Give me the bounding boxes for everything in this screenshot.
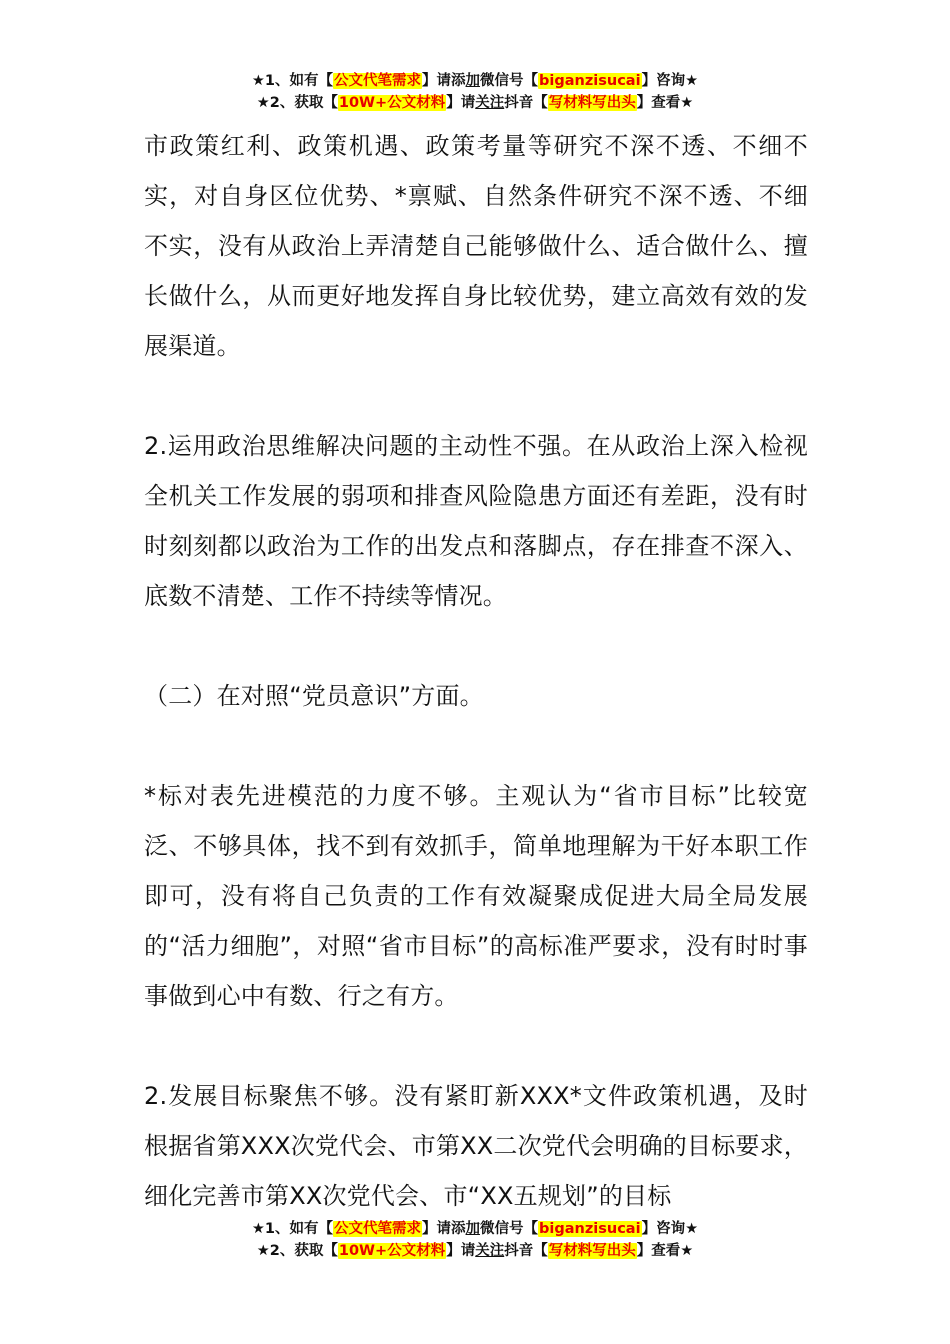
footer-line-2: ★2、获取【10W+公文材料】请关注抖音【写材料写出头】查看★ <box>256 1243 694 1259</box>
document-body <box>144 121 808 1221</box>
paragraph-gap <box>144 721 808 771</box>
paragraph-2: 2.运用政治思维解决问题的主动性不强。在从政治上深入检视全机关工作发展的弱项和排查风险隐患方面还有差距，没有时时刻刻都以政治为工作的出发点和落脚点，存在排查不深入、底数不清楚、工作不持续等情况。 <box>144 432 808 610</box>
paragraph-3: *标对表先进模范的力度不够。主观认为“省市目标”比较宽泛、不够具体，找不到有效抓手，简单地理解为干好本职工作即可，没有将自己负责的工作有效凝聚成促进大局全局发展的“活力细胞”，对照“省市目标”的高标准严要求，没有时时事事做到心中有数、行之有方。 <box>144 782 808 1010</box>
highlight-douyin-id: 写材料写出头 <box>548 95 636 111</box>
highlight-douyin-id: 写材料写出头 <box>548 1243 636 1259</box>
paragraph-4: 2.发展目标聚焦不够。没有紧盯新XXX*文件政策机遇，及时根据省第XXX次党代会、市第XX二次党代会明确的目标要求，细化完善市第XX次党代会、市“XX五规划”的目标 <box>144 1082 809 1210</box>
header-banner <box>0 70 950 114</box>
footer-banner <box>0 1218 950 1262</box>
highlight-materials: 10W+公文材料 <box>338 1243 446 1259</box>
footer-line-1: ★1、如有【公文代笔需求】请添加微信号【biganzisucai】咨询★ <box>251 1221 699 1237</box>
header-line-1: ★1、如有【公文代笔需求】请添加微信号【biganzisucai】咨询★ <box>251 73 699 89</box>
paragraph-gap <box>144 621 808 671</box>
paragraph-gap <box>144 1021 808 1071</box>
highlight-materials: 10W+公文材料 <box>338 95 446 111</box>
highlight-wechat-id: biganzisucai <box>539 73 641 89</box>
highlight-service: 公文代笔需求 <box>334 1221 422 1237</box>
paragraph-1: 市政策红利、政策机遇、政策考量等研究不深不透、不细不实，对自身区位优势、*禀赋、自然条件研究不深不透、不细不实，没有从政治上弄清楚自己能够做什么、适合做什么、擅长做什么，从而更好地发挥自身比较优势，建立高效有效的发展渠道。 <box>144 132 808 360</box>
paragraph-gap <box>144 371 808 421</box>
header-line-2: ★2、获取【10W+公文材料】请关注抖音【写材料写出头】查看★ <box>256 95 694 111</box>
highlight-service: 公文代笔需求 <box>334 73 422 89</box>
section-heading: （二）在对照“党员意识”方面。 <box>144 682 484 710</box>
highlight-wechat-id: biganzisucai <box>539 1221 641 1237</box>
